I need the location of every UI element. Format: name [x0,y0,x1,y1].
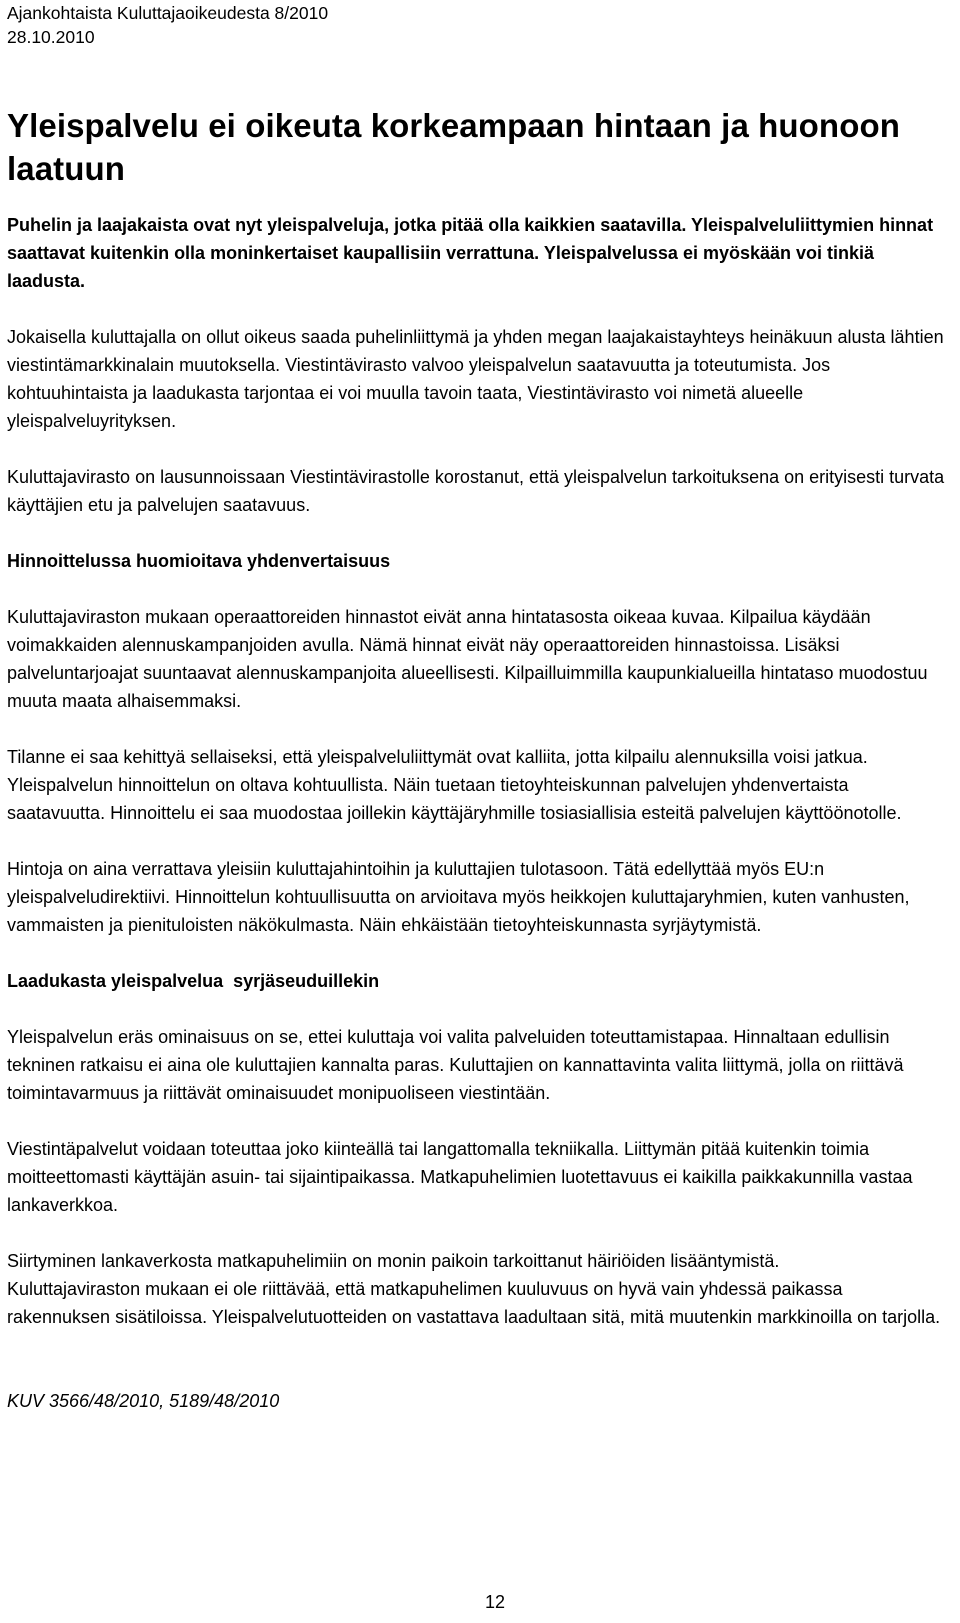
article-title: Yleispalvelu ei oikeuta korkeampaan hintaan ja huonoon laatuun [7,107,900,187]
paragraph: Kuluttajavirasto on lausunnoissaan Viestintävirastolle korostanut, että yleispalvelun tarkoituksena on erityisesti turvata käyttäjien etu ja palvelujen saatavuus. [7,467,945,515]
paragraph: Kuluttajaviraston mukaan ei ole riittävää, että matkapuhelimen kuuluvuus on hyvä vain yhdessä paikassa rakennuksen sisätiloissa. Yleispalvelutuotteiden on vastattava laadultaan sitä, mitä muutenkin markkinoilla on tarjolla. [7,1279,941,1327]
page-header [7,1,947,49]
reference-code: KUV 3566/48/2010, 5189/48/2010 [7,1391,280,1411]
paragraph: Yleispalvelun eräs ominaisuus on se, ettei kuluttaja voi valita palveluiden toteuttamistapaa. Hinnaltaan edullisin tekninen ratkaisu ei aina ole kuluttajien kannalta paras. Kuluttajien on kannattavinta valita liittymä, jolla on riittävä toimintavarmuus ja riittävät ominaisuudet monipuoliseen viestintään. [7,1027,904,1103]
document-page [7,0,947,1415]
paragraph: Siirtyminen lankaverkosta matkapuhelimiin on monin paikoin tarkoittanut häiriöiden lisääntymistä. [7,1251,780,1271]
paragraph: Kuluttajaviraston mukaan operaattoreiden hinnastot eivät anna hintatasosta oikeaa kuvaa. Kilpailua käydään voimakkaiden alennuskampanjoiden avulla. Nämä hinnat eivät näy operaattoreiden hinnastoissa. Lisäksi palveluntarjoajat suuntaavat alennuskampanjoita alueellisesti. Kilpailluimmilla kaupunkialueilla hintataso muodostuu muuta maata alhaisemmaksi. [7,607,928,711]
section-heading: Laadukasta yleispalvelua syrjäseuduillekin [7,971,380,991]
page-number: 12 [484,1592,506,1612]
publication-date: 28.10.2010 [7,27,95,47]
publication-name: Ajankohtaista Kuluttajaoikeudesta 8/2010 [7,3,329,23]
paragraph: Viestintäpalvelut voidaan toteuttaa joko kiinteällä tai langattomalla tekniikalla. Liittymän pitää kuitenkin toimia moitteettomasti käyttäjän asuin- tai sijaintipaikassa. Matkapuhelimien luotettavuus ei kaikilla paikkakunnilla vastaa lankaverkkoa. [7,1139,913,1215]
section-heading: Hinnoittelussa huomioitava yhdenvertaisuus [7,551,391,571]
paragraph: Hintoja on aina verrattava yleisiin kuluttajahintoihin ja kuluttajien tulotasoon. Tätä edellyttää myös EU:n yleispalveludirektiivi. Hinnoittelun kohtuullisuutta on arvioitava myös heikkojen kuluttajaryhmien, kuten vanhusten, vammaisten ja pienituloisten näkökulmasta. Näin ehkäistään tietoyhteiskunnasta syrjäytymistä. [7,859,910,935]
paragraph: Jokaisella kuluttajalla on ollut oikeus saada puhelinliittymä ja yhden megan laajakaistayhteys heinäkuun alusta lähtien viestintämarkkinalain muutoksella. Viestintävirasto valvoo yleispalvelun saatavuutta ja toteutumista. Jos kohtuuhintaista ja laadukasta tarjontaa ei voi muulla tavoin taata, Viestintävirasto voi nimetä alueelle yleispalveluyrityksen. [7,327,944,431]
paragraph: Tilanne ei saa kehittyä sellaiseksi, että yleispalveluliittymät ovat kalliita, jotta kilpailu alennuksilla voisi jatkua. Yleispalvelun hinnoittelun on oltava kohtuullista. Näin tuetaan tietoyhteiskunnan palvelujen yhdenvertaista saatavuutta. Hinnoittelu ei saa muodostaa joillekin käyttäjäryhmille tosiasiallisia esteitä palvelujen käyttöönotolle. [7,747,902,823]
article-lead: Puhelin ja laajakaista ovat nyt yleispalveluja, jotka pitää olla kaikkien saatavilla. Yleispalveluliittymien hinnat saattavat kuitenkin olla moninkertaiset kaupallisiin verrattuna. Yleispalvelussa ei myöskään voi tinkiä laadusta. [7,215,934,291]
